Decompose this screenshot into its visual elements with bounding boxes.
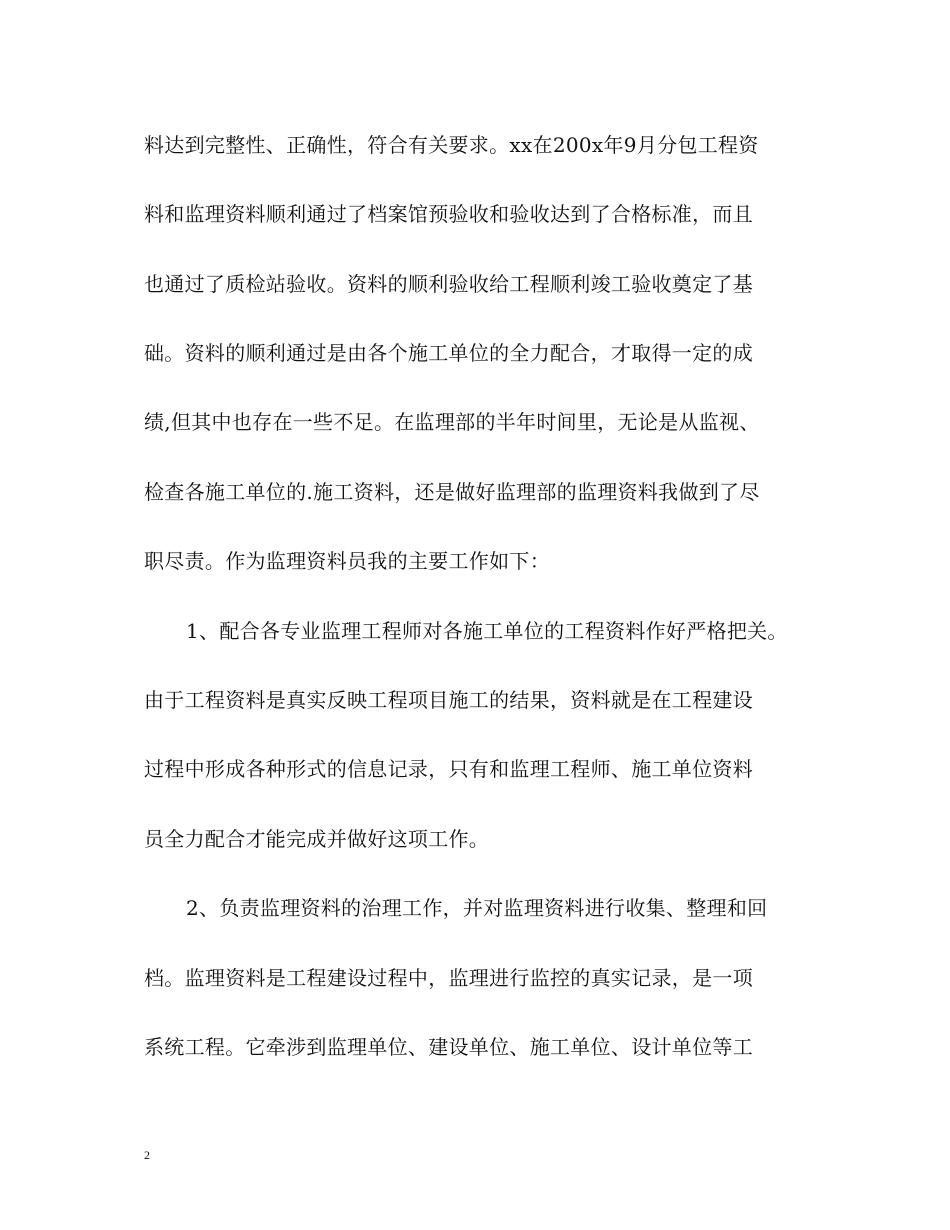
- text-line: 也通过了质检站验收。资料的顺利验收给工程顺利竣工验收奠定了基: [144, 272, 753, 296]
- text-line: 料和监理资料顺利通过了档案馆预验收和验收达到了合格标准，而且: [144, 202, 753, 226]
- text-line: 过程中形成各种形式的信息记录，只有和监理工程师、施工单位资料: [144, 757, 753, 781]
- page-number: 2: [144, 1148, 150, 1162]
- text-line: 员全力配合才能完成并做好这项工作。: [144, 827, 490, 851]
- paragraph-first-line: 2、负责监理资料的治理工作，并对监理资料进行收集、整理和回: [186, 896, 768, 920]
- text-line: 职尽责。作为监理资料员我的主要工作如下：: [144, 549, 550, 573]
- text-line: 系统工程。它牵涉到监理单位、建设单位、施工单位、设计单位等工: [144, 1035, 753, 1059]
- text-line: 料达到完整性、正确性，符合有关要求。xx在200x年9月分包工程资: [144, 133, 759, 157]
- text-line: 检查各施工单位的.施工资料，还是做好监理部的监理资料我做到了尽: [144, 480, 760, 504]
- text-line: 档。监理资料是工程建设过程中，监理进行监控的真实记录，是一项: [144, 966, 753, 990]
- text-line: 由于工程资料是真实反映工程项目施工的结果，资料就是在工程建设: [144, 688, 753, 712]
- text-line: 础。资料的顺利通过是由各个施工单位的全力配合，才取得一定的成: [144, 341, 753, 365]
- text-line: 绩,但其中也存在一些不足。在监理部的半年时间里，无论是从监视、: [144, 410, 760, 434]
- paragraph-first-line: 1、配合各专业监理工程师对各施工单位的工程资料作好严格把关。: [186, 619, 788, 643]
